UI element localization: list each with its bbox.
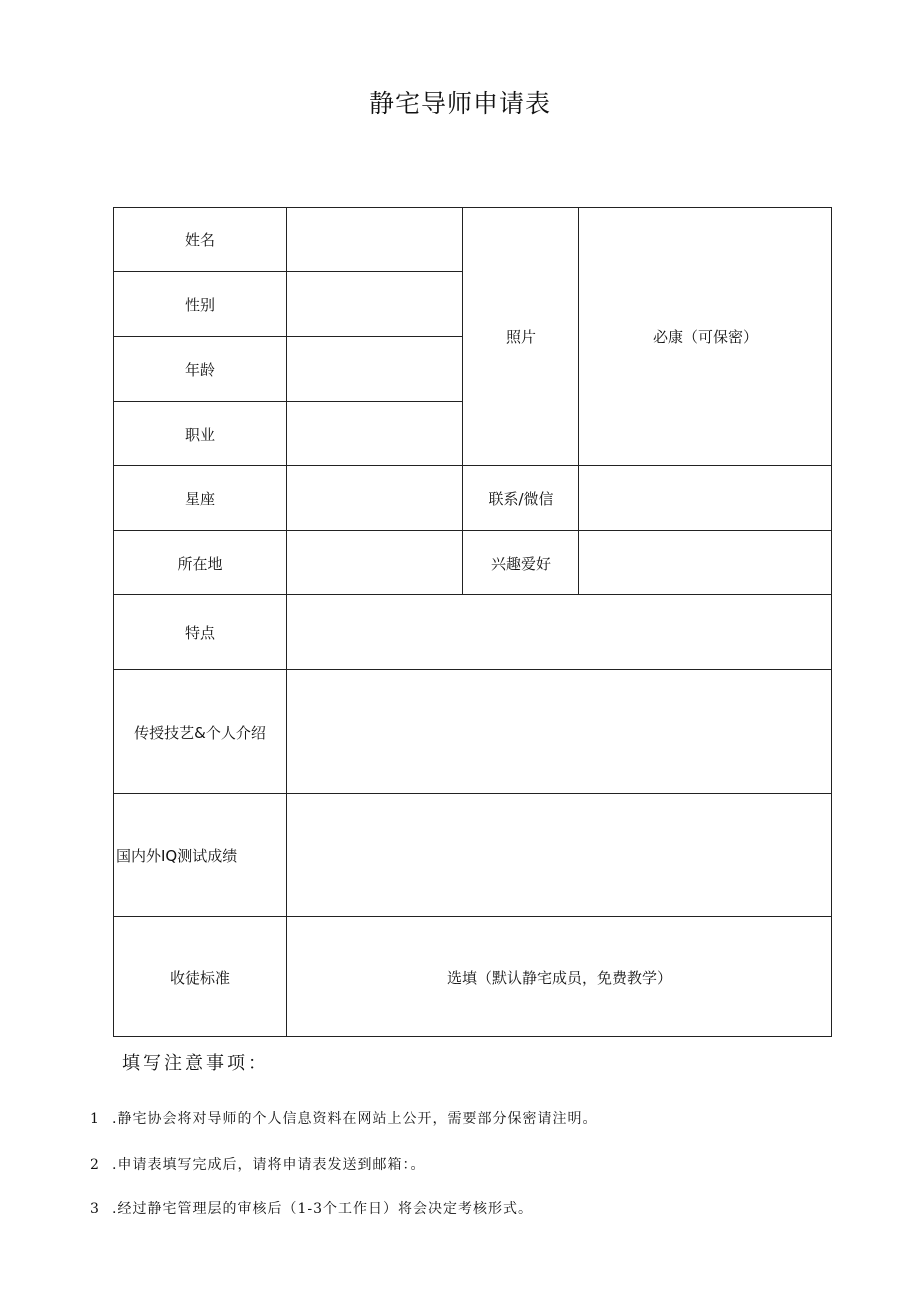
- contact-label: 联系/微信: [488, 490, 554, 508]
- trait-field[interactable]: [287, 595, 832, 670]
- intro-field[interactable]: [287, 670, 832, 794]
- criteria-field[interactable]: 选填（默认静宅成员，免费教学）: [446, 968, 672, 987]
- age-field[interactable]: [287, 337, 463, 402]
- note-text: .经过静宅管理层的审核后（1-3个工作日）将会决定考核形式。: [112, 1201, 533, 1217]
- job-field[interactable]: [287, 402, 463, 466]
- criteria-label: 收徒标准: [169, 968, 230, 987]
- note-item: [90, 1198, 533, 1218]
- note-number: 1: [90, 1111, 99, 1127]
- notes-title: 填写注意事项：: [122, 1053, 269, 1074]
- contact-field[interactable]: [579, 466, 832, 531]
- hobby-label: 兴趣爱好: [490, 554, 551, 573]
- iq-field[interactable]: [287, 794, 832, 917]
- note-number: 2: [90, 1157, 99, 1173]
- intro-label: 传授技艺&个人介绍: [134, 723, 266, 742]
- location-field[interactable]: [287, 531, 463, 595]
- name-label: 姓名: [184, 231, 215, 249]
- note-number: 3: [90, 1201, 99, 1217]
- job-label: 职业: [184, 425, 215, 444]
- iq-label: 国内外IQ测试成绩: [116, 847, 238, 865]
- location-label: 所在地: [177, 554, 223, 573]
- zodiac-field[interactable]: [287, 466, 463, 531]
- note-item: [90, 1108, 597, 1128]
- photo-field[interactable]: 必康（可保密）: [652, 328, 758, 346]
- application-form: [113, 207, 832, 1037]
- photo-label: 照片: [505, 328, 536, 346]
- page-title: 静宅导师申请表: [368, 89, 551, 118]
- gender-label: 性别: [184, 296, 215, 314]
- name-field[interactable]: [287, 207, 463, 272]
- trait-label: 特点: [184, 624, 215, 642]
- note-text: .静宅协会将对导师的个人信息资料在网站上公开，需要部分保密请注明。: [112, 1111, 598, 1127]
- zodiac-label: 星座: [184, 490, 215, 508]
- note-text: .申请表填写完成后，请将申请表发送到邮箱：。: [112, 1157, 426, 1173]
- gender-field[interactable]: [287, 272, 463, 337]
- age-label: 年龄: [184, 361, 215, 379]
- hobby-field[interactable]: [579, 531, 832, 595]
- note-item: [90, 1154, 425, 1174]
